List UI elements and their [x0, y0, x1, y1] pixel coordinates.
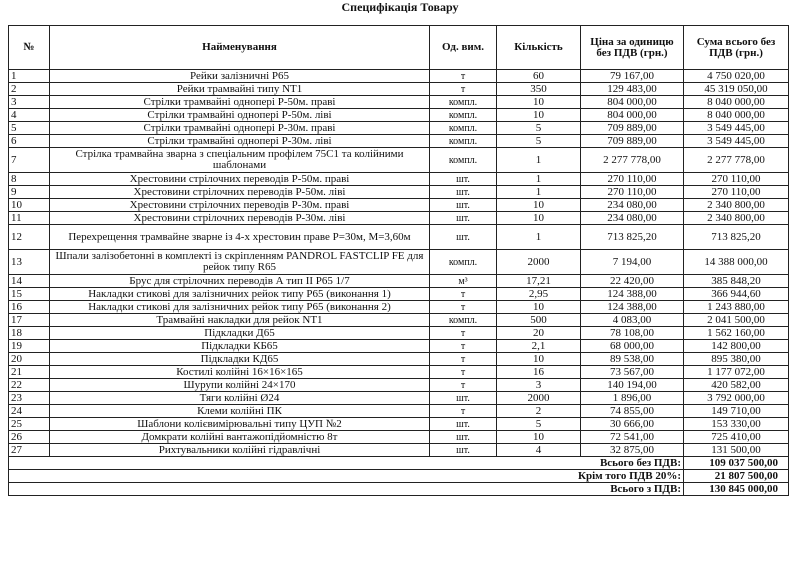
table-row	[9, 96, 789, 109]
row-quantity: 10	[497, 96, 581, 109]
row-unit: компл.	[430, 250, 497, 275]
total-value-text: 109 037 500,00	[709, 456, 778, 469]
row-sum: 3 792 000,00	[684, 392, 789, 405]
row-number: 21	[9, 366, 50, 379]
row-sum: 1 562 160,00	[684, 327, 789, 340]
row-sum: 149 710,00	[684, 405, 789, 418]
row-unit-price: 72 541,00	[581, 431, 684, 444]
row-name: Рейки трамвайні типу NT1	[50, 83, 430, 96]
row-sum: 1 243 880,00	[684, 301, 789, 314]
table-row	[9, 199, 789, 212]
row-unit-price: 124 388,00	[581, 301, 684, 314]
table-row	[9, 275, 789, 288]
page-title: Специфікація Товару	[341, 0, 459, 14]
row-unit-price: 89 538,00	[581, 353, 684, 366]
row-quantity: 2	[497, 405, 581, 418]
table-row	[9, 379, 789, 392]
table-row	[9, 366, 789, 379]
row-number: 16	[9, 301, 50, 314]
row-unit: шт.	[430, 444, 497, 457]
total-value-text: 21 807 500,00	[714, 469, 778, 482]
row-name: Стрілки трамвайні однопері Р-50м. ліві	[50, 109, 430, 122]
table-row	[9, 444, 789, 457]
row-quantity: 2,95	[497, 288, 581, 301]
totals-row	[9, 457, 789, 470]
total-label: Всього без ПДВ:	[9, 457, 684, 470]
table-row	[9, 301, 789, 314]
row-quantity: 2000	[497, 250, 581, 275]
row-unit-price: 709 889,00	[581, 135, 684, 148]
row-quantity: 1	[497, 148, 581, 173]
row-number: 3	[9, 96, 50, 109]
table-row	[9, 353, 789, 366]
row-quantity: 350	[497, 83, 581, 96]
row-sum: 2 340 800,00	[684, 212, 789, 225]
row-name: Стрілки трамвайні однопері Р-30м. ліві	[50, 135, 430, 148]
table-row	[9, 431, 789, 444]
table-row	[9, 186, 789, 199]
row-name: Стрілки трамвайні однопері Р-30м. праві	[50, 122, 430, 135]
row-name: Хрестовини стрілочних переводів Р-30м. праві	[50, 199, 430, 212]
row-unit: т	[430, 405, 497, 418]
table-row	[9, 109, 789, 122]
row-sum: 713 825,20	[684, 225, 789, 250]
table-row	[9, 392, 789, 405]
row-number: 19	[9, 340, 50, 353]
row-number: 13	[9, 250, 50, 275]
table-row	[9, 225, 789, 250]
row-unit-price: 129 483,00	[581, 83, 684, 96]
row-quantity: 10	[497, 109, 581, 122]
row-unit: компл.	[430, 96, 497, 109]
row-quantity: 10	[497, 301, 581, 314]
row-sum: 8 040 000,00	[684, 96, 789, 109]
row-unit-price: 234 080,00	[581, 212, 684, 225]
table-row	[9, 83, 789, 96]
row-sum: 420 582,00	[684, 379, 789, 392]
totals-row	[9, 470, 789, 483]
header-unit: Од. вим.	[430, 26, 497, 70]
row-number: 22	[9, 379, 50, 392]
row-unit: м³	[430, 275, 497, 288]
row-quantity: 1	[497, 225, 581, 250]
row-quantity: 10	[497, 212, 581, 225]
row-unit: т	[430, 353, 497, 366]
row-unit-price: 22 420,00	[581, 275, 684, 288]
row-unit: т	[430, 288, 497, 301]
row-quantity: 1	[497, 173, 581, 186]
row-sum: 153 330,00	[684, 418, 789, 431]
row-sum: 1 177 072,00	[684, 366, 789, 379]
table-row	[9, 288, 789, 301]
row-number: 7	[9, 148, 50, 173]
row-unit-price: 804 000,00	[581, 109, 684, 122]
total-value	[684, 470, 789, 483]
row-sum: 4 750 020,00	[684, 70, 789, 83]
header-sum: Сума всього без ПДВ (грн.)	[684, 26, 789, 70]
row-quantity: 5	[497, 122, 581, 135]
row-unit-price: 7 194,00	[581, 250, 684, 275]
row-unit: шт.	[430, 212, 497, 225]
header-price: Ціна за одиницю без ПДВ (грн.)	[581, 26, 684, 70]
table-row	[9, 405, 789, 418]
row-number: 17	[9, 314, 50, 327]
row-number: 27	[9, 444, 50, 457]
row-quantity: 20	[497, 327, 581, 340]
row-unit: компл.	[430, 109, 497, 122]
row-unit-price: 709 889,00	[581, 122, 684, 135]
row-sum: 895 380,00	[684, 353, 789, 366]
row-unit: т	[430, 379, 497, 392]
row-unit: шт.	[430, 199, 497, 212]
total-value-text: 130 845 000,00	[709, 482, 778, 495]
row-quantity: 4	[497, 444, 581, 457]
row-unit: т	[430, 301, 497, 314]
row-unit-price: 68 000,00	[581, 340, 684, 353]
row-name: Трамвайні накладки для рейок NT1	[50, 314, 430, 327]
total-label: Всього з ПДВ:	[9, 483, 684, 496]
row-name: Рихтувальники колійні гідравлічні	[50, 444, 430, 457]
row-sum: 270 110,00	[684, 173, 789, 186]
row-number: 25	[9, 418, 50, 431]
header-qty: Кількість	[497, 26, 581, 70]
row-unit-price: 79 167,00	[581, 70, 684, 83]
row-unit-price: 2 277 778,00	[581, 148, 684, 173]
row-sum: 8 040 000,00	[684, 109, 789, 122]
totals-row	[9, 483, 789, 496]
row-number: 6	[9, 135, 50, 148]
row-unit: компл.	[430, 148, 497, 173]
row-unit: шт.	[430, 418, 497, 431]
row-unit-price: 804 000,00	[581, 96, 684, 109]
row-number: 9	[9, 186, 50, 199]
table-row	[9, 327, 789, 340]
row-name: Хрестовини стрілочних переводів Р-50м. ліві	[50, 186, 430, 199]
row-unit-price: 4 083,00	[581, 314, 684, 327]
table-row	[9, 314, 789, 327]
row-unit-price: 78 108,00	[581, 327, 684, 340]
row-unit: т	[430, 340, 497, 353]
row-number: 4	[9, 109, 50, 122]
row-unit: шт.	[430, 431, 497, 444]
row-quantity: 2,1	[497, 340, 581, 353]
row-unit-price: 140 194,00	[581, 379, 684, 392]
row-quantity: 60	[497, 70, 581, 83]
row-unit: компл.	[430, 314, 497, 327]
row-name: Накладки стикові для залізничних рейок типу Р65 (виконання 2)	[50, 301, 430, 314]
table-row	[9, 135, 789, 148]
header-num: №	[9, 26, 50, 70]
row-unit: шт.	[430, 225, 497, 250]
row-number: 12	[9, 225, 50, 250]
table-row	[9, 340, 789, 353]
row-number: 1	[9, 70, 50, 83]
table-row	[9, 70, 789, 83]
table-row	[9, 418, 789, 431]
row-number: 18	[9, 327, 50, 340]
row-sum: 2 340 800,00	[684, 199, 789, 212]
row-number: 15	[9, 288, 50, 301]
row-unit-price: 713 825,20	[581, 225, 684, 250]
row-name: Хрестовини стрілочних переводів Р-50м. праві	[50, 173, 430, 186]
row-number: 2	[9, 83, 50, 96]
row-sum: 45 319 050,00	[684, 83, 789, 96]
table-row	[9, 212, 789, 225]
row-name: Накладки стикові для залізничних рейок типу Р65 (виконання 1)	[50, 288, 430, 301]
row-name: Підкладки КБ65	[50, 340, 430, 353]
row-name: Шаблони колієвимірювальні типу ЦУП №2	[50, 418, 430, 431]
row-unit-price: 1 896,00	[581, 392, 684, 405]
row-name: Клеми колійні ПК	[50, 405, 430, 418]
header-name: Найменування	[50, 26, 430, 70]
row-number: 26	[9, 431, 50, 444]
row-sum: 2 041 500,00	[684, 314, 789, 327]
row-name: Хрестовини стрілочних переводів Р-30м. ліві	[50, 212, 430, 225]
row-sum: 3 549 445,00	[684, 135, 789, 148]
row-unit: шт.	[430, 186, 497, 199]
row-number: 11	[9, 212, 50, 225]
row-number: 20	[9, 353, 50, 366]
row-quantity: 1	[497, 186, 581, 199]
row-unit-price: 74 855,00	[581, 405, 684, 418]
header-row	[9, 26, 789, 70]
row-number: 5	[9, 122, 50, 135]
row-sum: 270 110,00	[684, 186, 789, 199]
row-unit: т	[430, 83, 497, 96]
row-unit-price: 73 567,00	[581, 366, 684, 379]
row-quantity: 5	[497, 418, 581, 431]
row-unit: компл.	[430, 135, 497, 148]
row-sum: 3 549 445,00	[684, 122, 789, 135]
row-quantity: 10	[497, 353, 581, 366]
row-name: Шурупи колійні 24×170	[50, 379, 430, 392]
row-number: 23	[9, 392, 50, 405]
row-name: Перехрещення трамвайне зварне із 4-х хрестовин праве Р=30м, М=3,60м	[50, 225, 430, 250]
row-quantity: 16	[497, 366, 581, 379]
row-unit: т	[430, 70, 497, 83]
row-sum: 131 500,00	[684, 444, 789, 457]
row-unit-price: 32 875,00	[581, 444, 684, 457]
row-name: Підкладки Д65	[50, 327, 430, 340]
table-row	[9, 250, 789, 275]
row-name: Підкладки КД65	[50, 353, 430, 366]
row-unit-price: 30 666,00	[581, 418, 684, 431]
row-name: Костилі колійні 16×16×165	[50, 366, 430, 379]
row-name: Стрілки трамвайні однопері Р-50м. праві	[50, 96, 430, 109]
row-quantity: 5	[497, 135, 581, 148]
row-name: Тяги колійні Ø24	[50, 392, 430, 405]
row-unit-price: 270 110,00	[581, 173, 684, 186]
row-unit-price: 124 388,00	[581, 288, 684, 301]
row-unit: шт.	[430, 173, 497, 186]
row-sum: 14 388 000,00	[684, 250, 789, 275]
row-name: Домкрати колійні вантажопідйомністю 8т	[50, 431, 430, 444]
row-quantity: 500	[497, 314, 581, 327]
row-sum: 2 277 778,00	[684, 148, 789, 173]
total-value	[684, 483, 789, 496]
row-name: Шпали залізобетонні в комплекті із скріпленням PANDROL FASTCLIP FE для рейок типу R65	[50, 250, 430, 275]
row-sum: 725 410,00	[684, 431, 789, 444]
row-name: Брус для стрілочних переводів А тип ІІ Р65 1/7	[50, 275, 430, 288]
row-number: 14	[9, 275, 50, 288]
row-number: 10	[9, 199, 50, 212]
row-sum: 142 800,00	[684, 340, 789, 353]
row-unit: компл.	[430, 122, 497, 135]
row-unit: т	[430, 327, 497, 340]
table-body	[9, 70, 789, 496]
table-row	[9, 148, 789, 173]
row-quantity: 2000	[497, 392, 581, 405]
row-unit-price: 270 110,00	[581, 186, 684, 199]
table-row	[9, 173, 789, 186]
row-quantity: 3	[497, 379, 581, 392]
table-row	[9, 122, 789, 135]
total-label: Крім того ПДВ 20%:	[9, 470, 684, 483]
row-unit: шт.	[430, 392, 497, 405]
row-number: 24	[9, 405, 50, 418]
row-name: Рейки залізничні Р65	[50, 70, 430, 83]
row-quantity: 10	[497, 431, 581, 444]
row-sum: 385 848,20	[684, 275, 789, 288]
row-sum: 366 944,60	[684, 288, 789, 301]
row-unit: т	[430, 366, 497, 379]
row-quantity: 17,21	[497, 275, 581, 288]
row-name: Стрілка трамвайна зварна з спеціальним профілем 75С1 та колійними шаблонами	[50, 148, 430, 173]
total-value	[684, 457, 789, 470]
specification-table	[8, 25, 789, 496]
row-quantity: 10	[497, 199, 581, 212]
row-unit-price: 234 080,00	[581, 199, 684, 212]
row-number: 8	[9, 173, 50, 186]
